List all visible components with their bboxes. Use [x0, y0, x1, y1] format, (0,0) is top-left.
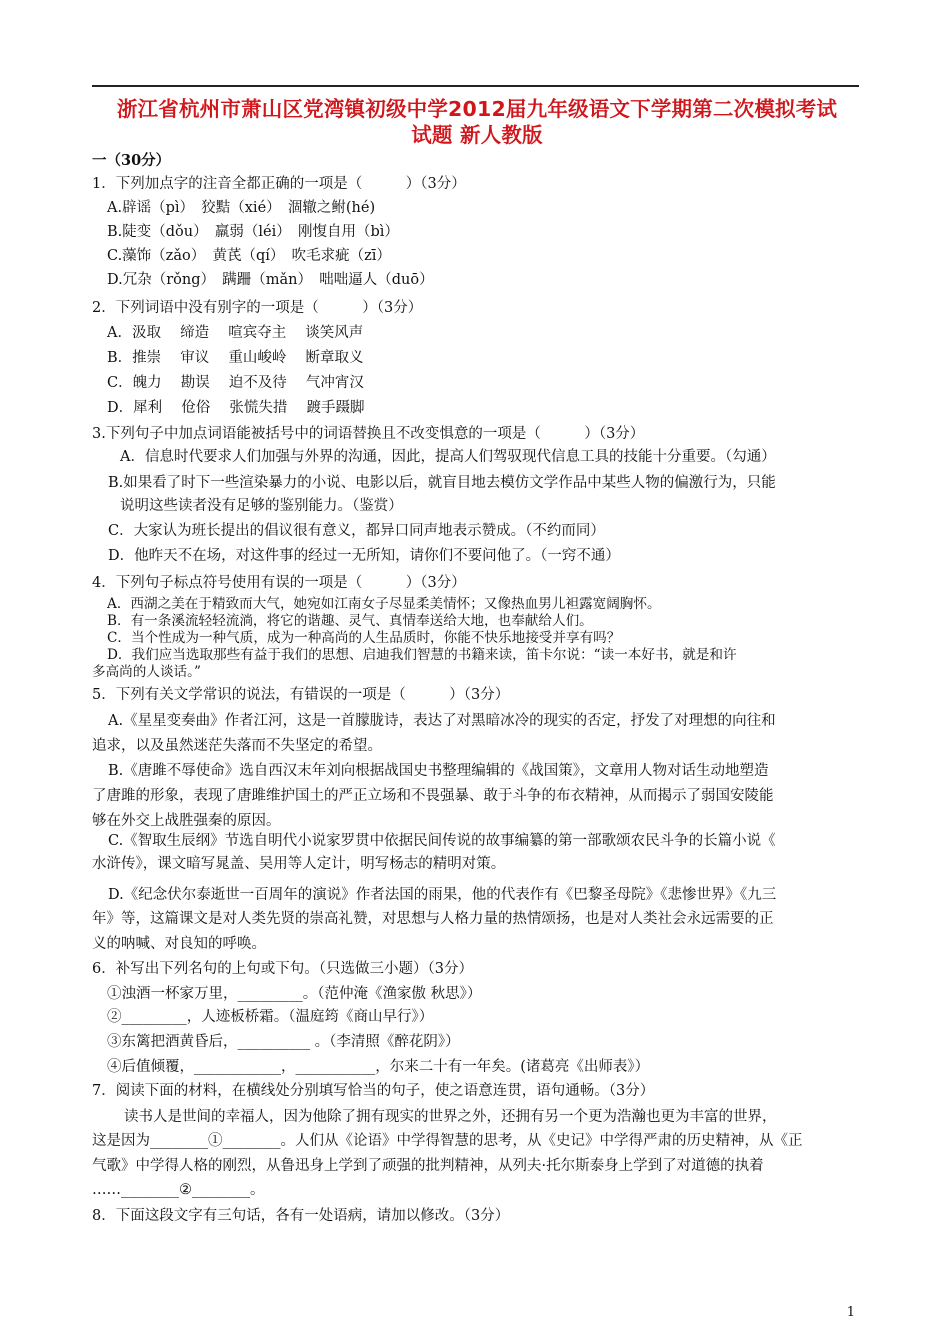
q5-option-c-line1: C.《智取生辰纲》节选自明代小说家罗贯中依据民间传说的故事编纂的第一部歌颂农民斗争的长篇小说《	[108, 833, 776, 849]
q2-stem: 2．下列词语中没有别字的一项是（ ）（3分）	[92, 300, 423, 316]
q6-item-4: ④后值倾覆，____________，___________，尔来二十有一年矣。(诸葛亮《出师表》）	[107, 1059, 650, 1075]
q5-option-d-line1: D.《纪念伏尔泰逝世一百周年的演说》作者法国的雨果，他的代表作有《巴黎圣母院》《悲惨世界》《九三	[108, 887, 777, 903]
q2-option-d: D．犀利 伧俗 张慌失措 踱手蹑脚	[107, 400, 365, 416]
title-line-2: 试题 新人教版	[411, 123, 543, 147]
header-rule	[92, 85, 859, 87]
q4-option-d-line1: D．我们应当选取那些有益于我们的思想、启迪我们智慧的书籍来读，笛卡尔说：“读一本好书，就是和许	[107, 647, 737, 663]
q5-option-b-line2: 了唐雎的形象，表现了唐雎维护国土的严正立场和不畏强暴、敢于斗争的布衣精神，从而揭示了弱国安陵能	[92, 788, 774, 804]
q1-stem: 1．下列加点字的注音全都正确的一项是（ ）（3分）	[92, 176, 466, 192]
q6-item-3: ③东篱把酒黄昏后，__________ 。（李清照《醉花阴》）	[107, 1034, 460, 1050]
q5-option-d-line2: 年》等，这篇课文是对人类先贤的崇高礼赞，对思想与人格力量的热情颂扬，也是对人类社会永远需要的正	[92, 911, 774, 927]
q5-option-a-line2: 追求，以及虽然迷茫失落而不失坚定的希望。	[92, 738, 382, 754]
q5-option-c-line2: 水浒传》，课文暗写晁盖、吴用等人定计，明写杨志的精明对策。	[92, 856, 506, 872]
q1-option-b: B.陡变（dǒu） 羸弱（léi） 刚愎自用（bì）	[107, 224, 399, 240]
q3-option-d: D．他昨天不在场，对这件事的经过一无所知，请你们不要问他了。（一窍不通）	[108, 548, 620, 564]
q2-option-a: A．汲取 缔造 喧宾夺主 谈笑风声	[107, 325, 364, 341]
q2-option-b: B．推崇 审议 重山峻岭 断章取义	[107, 350, 364, 366]
q1-option-d: D.冗杂（rǒng） 蹒跚（mǎn） 咄咄逼人（duō）	[107, 272, 434, 288]
q1-option-c: C.藻饰（zǎo） 黄芪（qí） 吹毛求疵（zī）	[107, 248, 391, 264]
q7-passage-line2: 这是因为________①________。人们从《论语》中学得智慧的思考，从《史记》中学得严肃的历史精神，从《正	[92, 1133, 803, 1149]
q3-stem: 3.下列句子中加点词语能被括号中的词语替换且不改变惧意的一项是（ ）（3分）	[92, 426, 645, 442]
q4-option-d-line2: 多高尚的人谈话。”	[92, 664, 201, 680]
document-title	[92, 96, 862, 148]
q5-option-a-line1: A.《星星变奏曲》作者江河，这是一首朦胧诗，表达了对黑暗冰冷的现实的否定，抒发了对理想的向往和	[108, 713, 776, 729]
q6-item-2: ②_________，人迹板桥霜。（温庭筠《商山早行》）	[107, 1009, 434, 1025]
q5-option-d-line3: 义的呐喊、对良知的呼唤。	[92, 936, 266, 952]
q4-stem: 4．下列句子标点符号使用有误的一项是（ ）（3分）	[92, 575, 466, 591]
q6-stem: 6．补写出下列名句的上句或下句。（只选做三小题）（3分）	[92, 961, 473, 977]
q6-item-1: ①浊酒一杯家万里，_________。（范仲淹《渔家傲 秋思》）	[107, 986, 482, 1002]
title-line-1: 浙江省杭州市萧山区党湾镇初级中学2012届九年级语文下学期第二次模拟考试	[116, 97, 838, 121]
q4-option-b: B．有一条溪流轻轻流淌，将它的谐趣、灵气、真情奉送给大地，也奉献给人们。	[107, 613, 593, 629]
q4-option-a: A．西湖之美在于精致而大气，她宛如江南女子尽显柔美情怀；又像热血男儿袒露宽阔胸怀。	[107, 596, 661, 612]
q5-option-b-line1: B.《唐雎不辱使命》选自西汉末年刘向根据战国史书整理编辑的《战国策》，文章用人物对话生动地塑造	[108, 763, 769, 779]
q7-passage-line4: ……________②________。	[92, 1182, 265, 1198]
q3-option-c: C．大家认为班长提出的倡议很有意义，都异口同声地表示赞成。（不约而同）	[108, 523, 605, 539]
q1-option-a: A.辟谣（pì） 狡黠（xié） 涸辙之鲋(hé)	[107, 200, 376, 216]
q5-option-b-line3: 够在外交上战胜强秦的原因。	[92, 813, 281, 829]
q7-stem: 7．阅读下面的材料，在横线处分别填写恰当的句子，使之语意连贯，语句通畅。（3分）	[92, 1083, 655, 1099]
q2-option-c: C．魄力 勘误 迫不及待 气冲宵汉	[107, 375, 364, 391]
q3-option-b-line1: B.如果看了时下一些渲染暴力的小说、电影以后，就盲目地去模仿文学作品中某些人物的偏激行为，只能	[108, 475, 776, 491]
q8-stem: 8．下面这段文字有三句话，各有一处语病，请加以修改。（3分）	[92, 1208, 510, 1224]
q3-option-a: A．信息时代要求人们加强与外界的沟通，因此，提高人们驾驭现代信息工具的技能十分重要。（勾通）	[120, 449, 776, 465]
q7-passage-line3: 气歌》中学得人格的刚烈，从鲁迅身上学到了顽强的批判精神，从列夫·托尔斯泰身上学到了对道德的执着	[92, 1158, 764, 1174]
q7-passage-line1: 读书人是世间的幸福人，因为他除了拥有现实的世界之外，还拥有另一个更为浩瀚也更为丰富的世界，	[124, 1109, 777, 1125]
page-number: 1	[846, 1305, 855, 1320]
q4-option-c: C．当个性成为一种气质，成为一种高尚的人生品质时，你能不快乐地接受并享有吗？	[107, 630, 621, 646]
q5-stem: 5．下列有关文学常识的说法，有错误的一项是（ ）（3分）	[92, 687, 510, 703]
q3-option-b-line2: 说明这些读者没有足够的鉴别能力。（鉴赏）	[120, 498, 403, 514]
section-heading: 一（30分）	[92, 152, 171, 169]
